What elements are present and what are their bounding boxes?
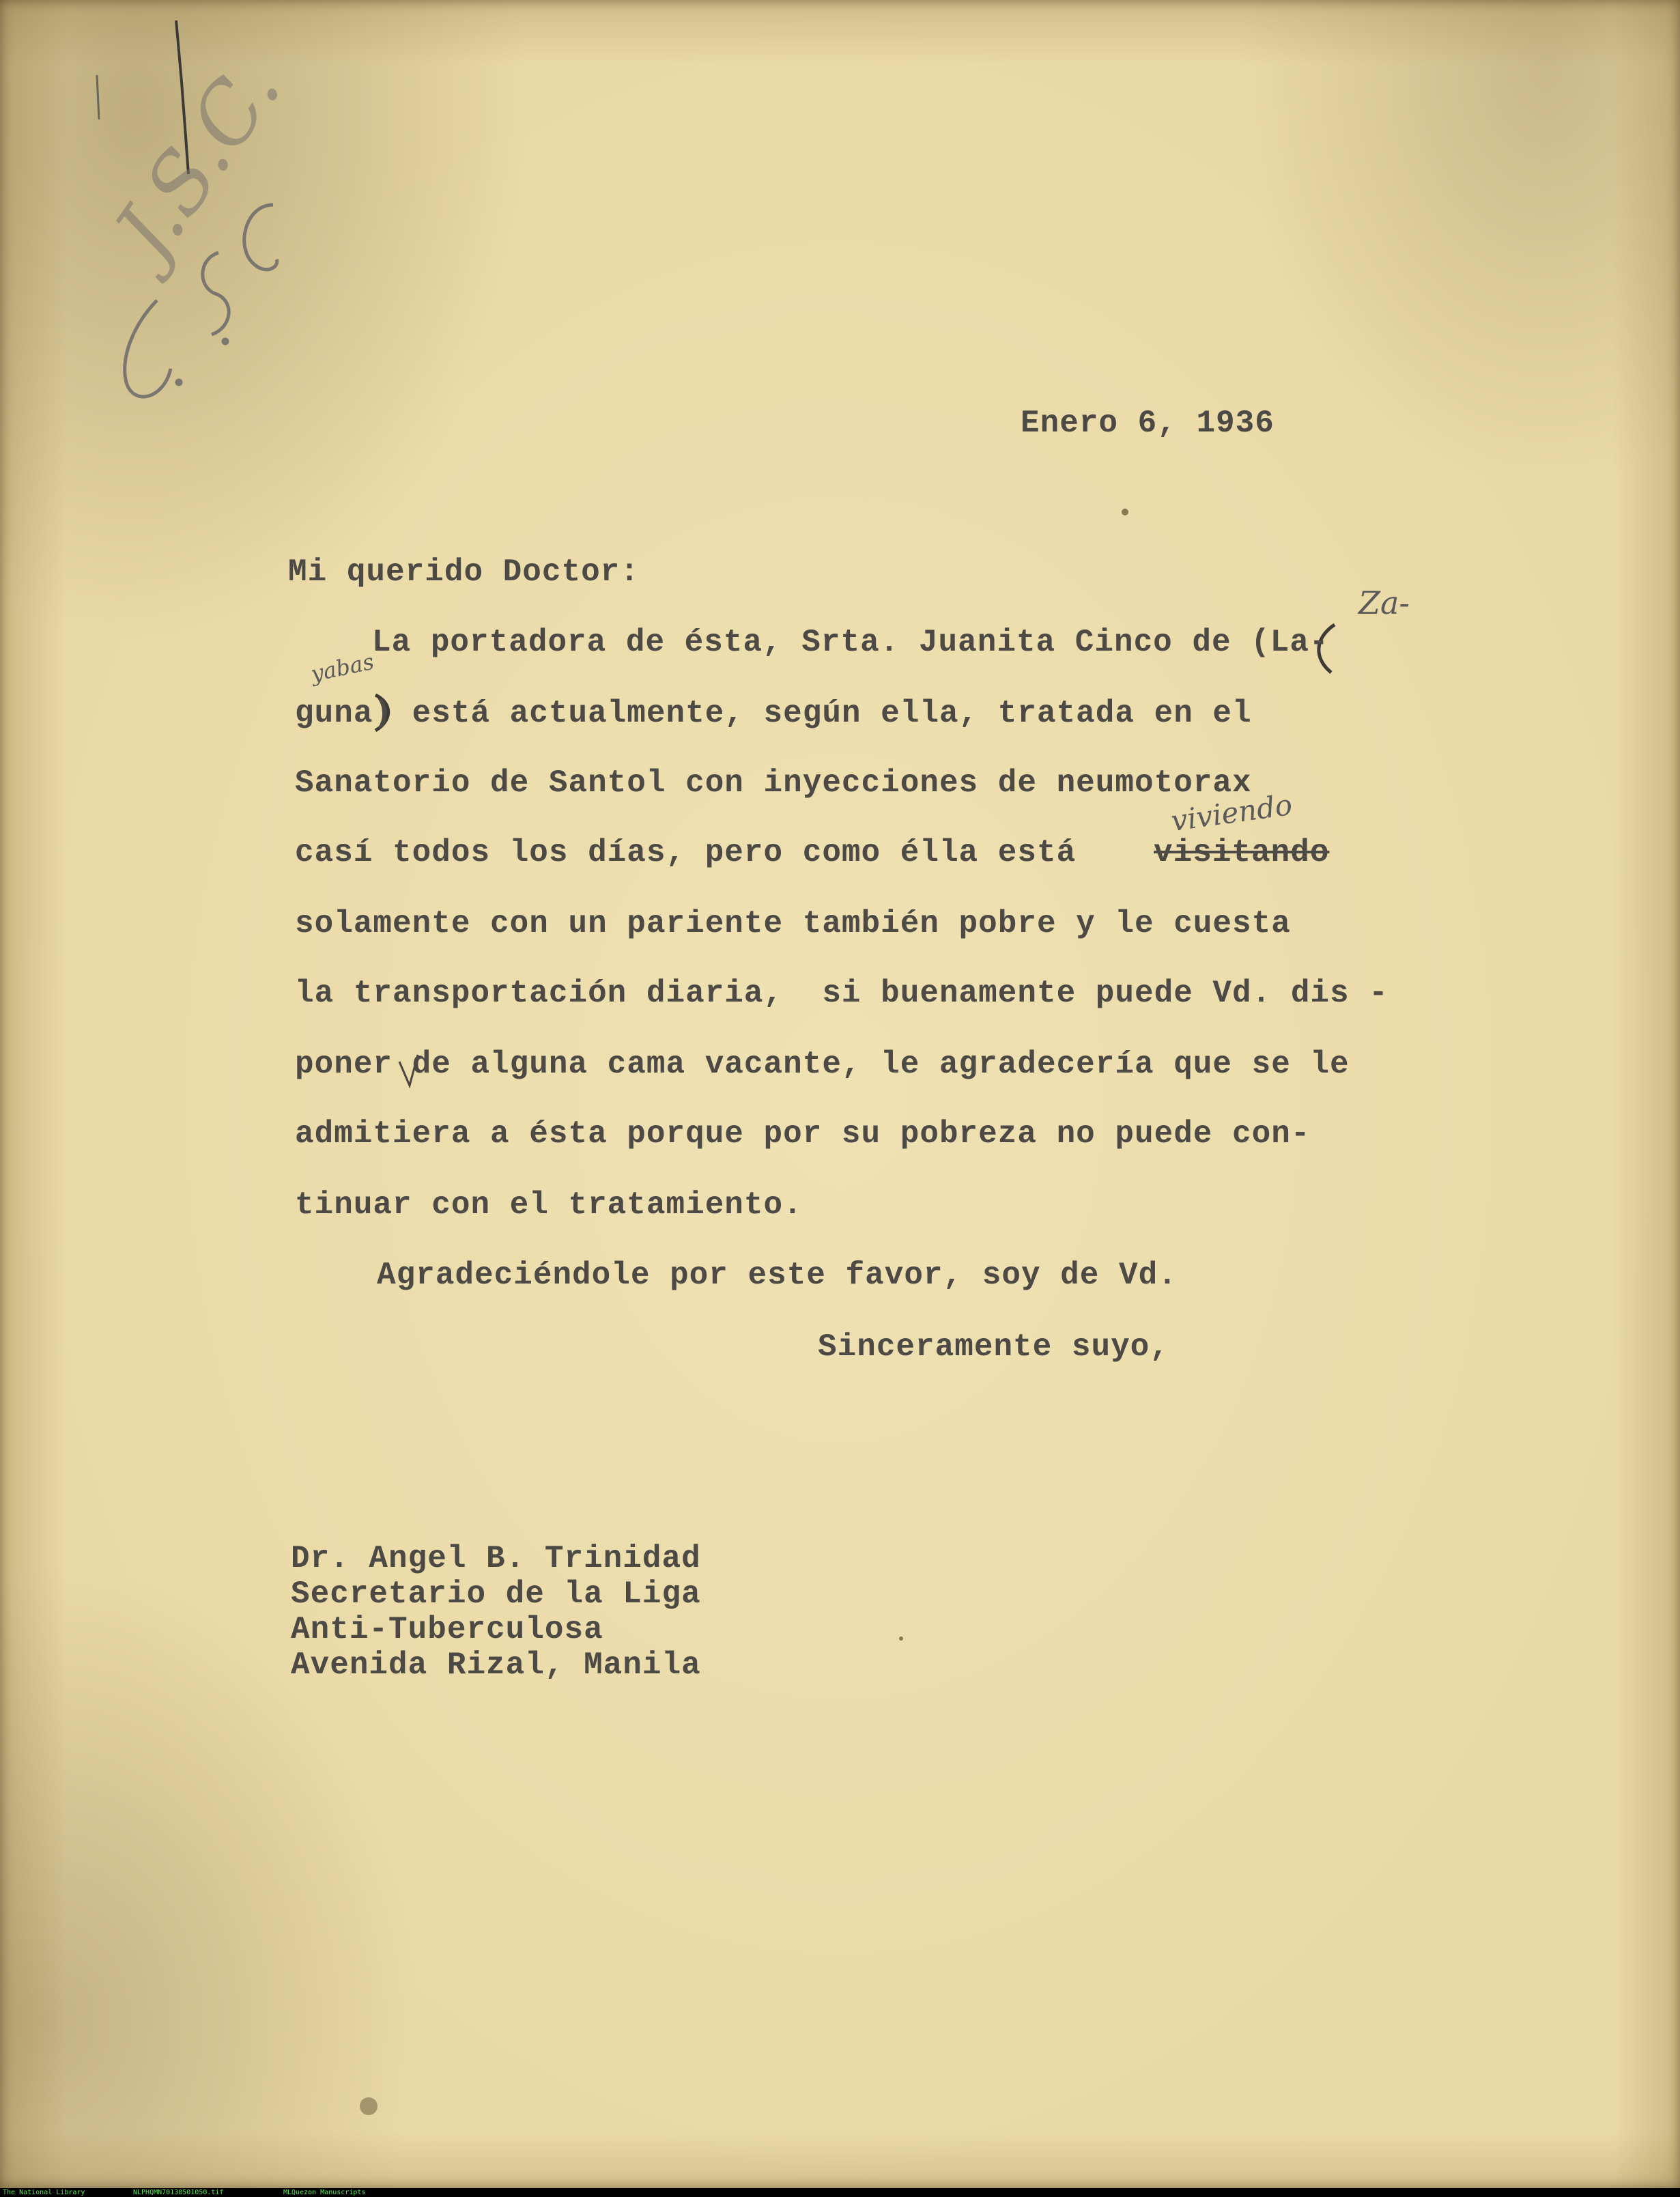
closing-line: Agradeciéndole por este favor, soy de Vd. — [377, 1258, 1178, 1293]
recipient-address: Avenida Rizal, Manila — [291, 1647, 701, 1683]
struck-word: visitando — [1154, 835, 1330, 870]
margin-pen-stroke-2 — [97, 75, 99, 119]
paper-speck — [1122, 509, 1128, 515]
handwritten-initials: J.S.C. — [96, 43, 300, 276]
complimentary-close: Sinceramente suyo, — [818, 1329, 1169, 1365]
recipient-title: Secretario de la Liga — [291, 1576, 701, 1612]
handwritten-insert-viviendo: viviendo — [1169, 787, 1294, 838]
handwritten-insert-za: Za- — [1358, 584, 1410, 621]
handwritten-insert-yabas: yabas — [309, 648, 377, 688]
body-line: La portadora de ésta, Srta. Juanita Cinco de (La- — [372, 625, 1329, 660]
body-line: Sanatorio de Santol con inyecciones de neumotorax — [295, 765, 1252, 801]
recipient-name: Dr. Angel B. Trinidad — [291, 1541, 701, 1576]
paper-speck — [360, 2097, 378, 2115]
body-line: poner de alguna cama vacante, le agradecería que se le — [295, 1047, 1350, 1082]
scan-footer-bar — [0, 2188, 1680, 2197]
recipient-organization: Anti-Tuberculosa — [291, 1612, 603, 1647]
footer-file-id: NLPHQMN70130501050.tif — [133, 2189, 224, 2196]
letter-salutation: Mi querido Doctor: — [288, 554, 640, 590]
body-line: guna) está actualmente, según ella, tratada en el — [295, 696, 1252, 731]
body-line: casí todos los días, pero como élla está — [295, 835, 1077, 870]
footer-collection: MLQuezon Manuscripts — [283, 2189, 366, 2196]
body-line: tinuar con el tratamiento. — [295, 1187, 803, 1223]
footer-library: The National Library — [3, 2189, 85, 2196]
body-line: admitiera a ésta porque por su pobreza no puede con- — [295, 1116, 1311, 1152]
body-line: la transportación diaria, si buenamente puede Vd. dis - — [295, 976, 1389, 1011]
paper-speck — [899, 1636, 903, 1641]
letter-date: Enero 6, 1936 — [1021, 406, 1275, 441]
body-line: solamente con un pariente también pobre y le cuesta — [295, 906, 1291, 941]
